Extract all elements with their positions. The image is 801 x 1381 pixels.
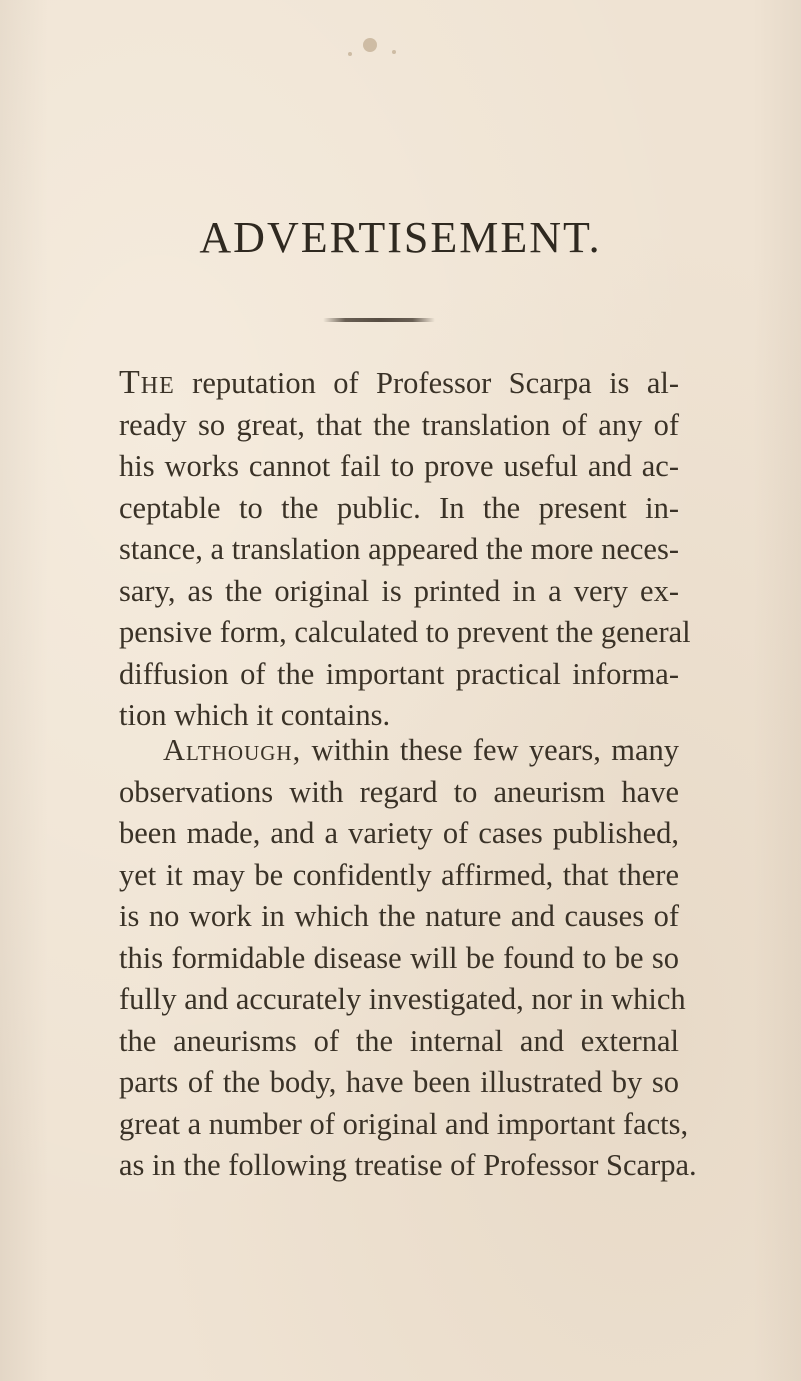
text-line: parts of the body, have been illustrated by so (119, 1065, 679, 1099)
text-line: Although, within these few years, many (163, 733, 679, 767)
text-line: is no work in which the nature and causes of (119, 899, 679, 933)
foxing-spot (392, 50, 396, 54)
text-line: this formidable disease will be found to be so (119, 940, 679, 975)
text-line: ceptable to the public. In the present in- (119, 490, 679, 525)
text-line: diffusion of the important practical informa- (119, 656, 679, 691)
text-line: the aneurisms of the internal and external (119, 1023, 679, 1058)
text-line: The reputation of Professor Scarpa is al- (119, 364, 679, 401)
text-line: sary, as the original is printed in a very ex- (119, 573, 679, 608)
text-line: as in the following treatise of Professor Scarpa. (119, 1148, 697, 1182)
text-line: observations with regard to aneurism have (119, 774, 679, 809)
text-line: tion which it contains. (119, 698, 391, 732)
text-line: been made, and a variety of cases published, (119, 816, 679, 850)
text-line: great a number of original and important facts, (119, 1106, 689, 1141)
text-line: pensive form, calculated to prevent the general (119, 615, 691, 649)
page-heading: ADVERTISEMENT. (199, 213, 602, 263)
text-line: fully and accurately investigated, nor in which (119, 982, 686, 1016)
text-line: stance, a translation appeared the more neces- (119, 532, 679, 566)
opening-word: Although, (163, 733, 302, 767)
text-line: his works cannot fail to prove useful and ac- (119, 449, 679, 483)
decorative-rule (323, 318, 435, 322)
text-line: ready so great, that the translation of any of (119, 407, 679, 442)
paragraph-2 (119, 730, 697, 1187)
foxing-spot (363, 38, 377, 52)
paragraph-1 (119, 362, 691, 737)
foxing-spot (348, 52, 352, 56)
opening-word: The (119, 364, 175, 401)
text-line: yet it may be confidently affirmed, that there (119, 857, 679, 892)
